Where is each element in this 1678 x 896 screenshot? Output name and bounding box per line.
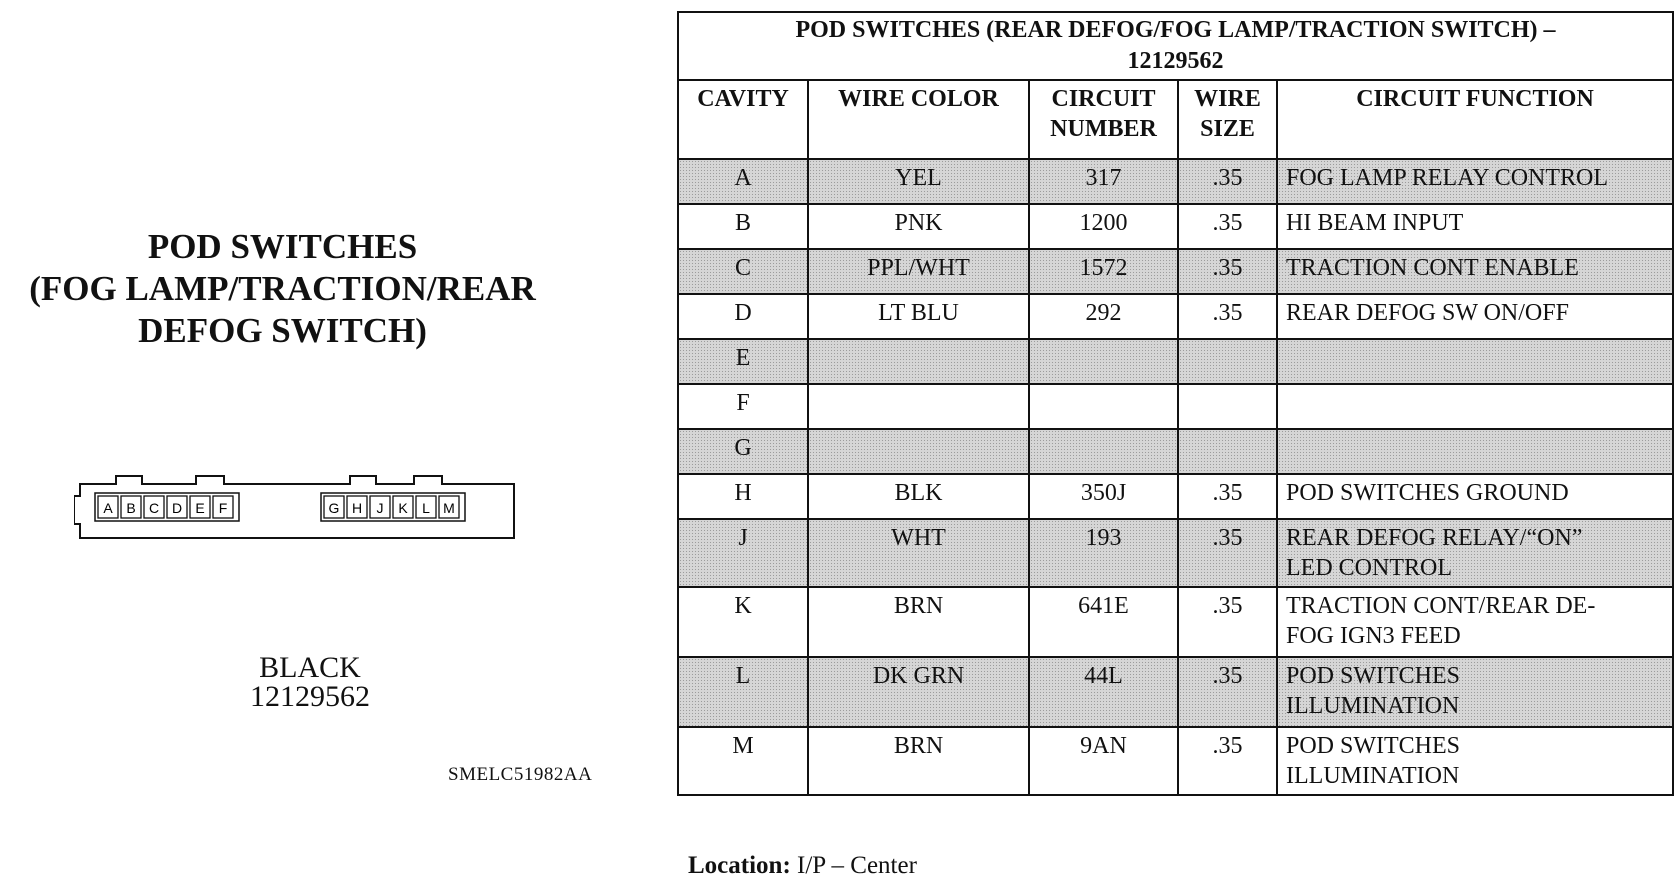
circuit-function-line: TRACTION CONT/REAR DE- (1286, 593, 1596, 619)
connector-title-line: DEFOG SWITCH) (138, 311, 427, 350)
pin-label: K (398, 500, 408, 516)
connector-face-drawing (74, 466, 534, 548)
table-row (678, 384, 1673, 429)
location-label: Location: (688, 852, 791, 879)
cell-wire-color: DK GRN (808, 657, 1029, 727)
header-line: CIRCUIT (1051, 86, 1156, 112)
pin-label: B (126, 500, 136, 516)
cell-cavity: C (678, 249, 808, 294)
cell-wire-size: .35 (1178, 657, 1277, 727)
cell-wire-color: LT BLU (808, 294, 1029, 339)
header-wire-color: WIRE COLOR (808, 80, 1029, 159)
cell-wire-size: .35 (1178, 587, 1277, 657)
circuit-function-line: FOG IGN3 FEED (1286, 623, 1461, 649)
table-row (678, 159, 1673, 204)
cell-cavity: G (678, 429, 808, 474)
connector-color-label (150, 653, 470, 711)
reference-code: SMELC51982AA (448, 764, 593, 785)
cell-wire-size: .35 (1178, 294, 1277, 339)
connector-diagram-panel (0, 0, 640, 896)
connector-title-line: POD SWITCHES (147, 227, 418, 266)
cell-cavity: B (678, 204, 808, 249)
circuit-function-line: FOG LAMP RELAY CONTROL (1286, 165, 1609, 191)
location-value: I/P – Center (797, 852, 917, 879)
cell-cavity: E (678, 339, 808, 384)
pin-label: J (376, 500, 384, 516)
cell-wire-color (808, 384, 1029, 429)
table-row (678, 727, 1673, 795)
connector-title (0, 226, 565, 352)
cell-wire-size (1178, 429, 1277, 474)
cell-circuit-function (1277, 159, 1673, 204)
cell-cavity: F (678, 384, 808, 429)
table-title-line: POD SWITCHES (REAR DEFOG/FOG LAMP/TRACTION SWITCH) – (795, 17, 1556, 43)
cell-circuit-function (1277, 587, 1673, 657)
table-row (678, 587, 1673, 657)
cell-wire-size: .35 (1178, 727, 1277, 795)
cell-wire-color (808, 429, 1029, 474)
table-title-line: 12129562 (1127, 48, 1224, 74)
cell-cavity: D (678, 294, 808, 339)
cell-wire-size (1178, 339, 1277, 384)
table-row (678, 339, 1673, 384)
cell-circuit-function (1277, 294, 1673, 339)
circuit-function-line: POD SWITCHES GROUND (1286, 480, 1569, 506)
cell-cavity: M (678, 727, 808, 795)
cell-wire-color: WHT (808, 519, 1029, 587)
cell-circuit-function (1277, 727, 1673, 795)
header-line: WIRE (1194, 86, 1261, 112)
cell-circuit-number: 1572 (1029, 249, 1178, 294)
cell-circuit-number: 641E (1029, 587, 1178, 657)
circuit-function-line: REAR DEFOG SW ON/OFF (1286, 300, 1569, 326)
header-cavity: CAVITY (678, 80, 808, 159)
circuit-function-line: POD SWITCHES (1286, 733, 1461, 759)
cell-circuit-function (1277, 249, 1673, 294)
cell-wire-color: PNK (808, 204, 1029, 249)
table-row (678, 657, 1673, 727)
header-circuit-number (1029, 80, 1178, 159)
cell-circuit-number: 317 (1029, 159, 1178, 204)
cell-wire-color: BLK (808, 474, 1029, 519)
cell-circuit-number: 350J (1029, 474, 1178, 519)
cell-wire-color: BRN (808, 587, 1029, 657)
cell-circuit-function (1277, 204, 1673, 249)
cell-circuit-function (1277, 474, 1673, 519)
cell-circuit-number: 193 (1029, 519, 1178, 587)
pin-label: L (422, 500, 430, 516)
cell-wire-size (1178, 384, 1277, 429)
cell-circuit-number (1029, 384, 1178, 429)
cell-cavity: A (678, 159, 808, 204)
cell-circuit-number: 44L (1029, 657, 1178, 727)
circuit-function-line: REAR DEFOG RELAY/“ON” (1286, 525, 1583, 551)
pin-label: D (171, 500, 183, 516)
cell-wire-size: .35 (1178, 204, 1277, 249)
cell-circuit-number: 292 (1029, 294, 1178, 339)
pin-label: G (328, 500, 340, 516)
circuit-function-line: ILLUMINATION (1286, 693, 1460, 719)
cell-circuit-number (1029, 339, 1178, 384)
cell-circuit-function (1277, 657, 1673, 727)
circuit-function-line: TRACTION CONT ENABLE (1286, 255, 1579, 281)
cell-circuit-number (1029, 429, 1178, 474)
table-title (678, 12, 1673, 80)
table-row (678, 519, 1673, 587)
cell-circuit-function (1277, 339, 1673, 384)
table-row (678, 204, 1673, 249)
header-wire-size (1178, 80, 1277, 159)
pinout-table-wrapper (677, 11, 1672, 796)
pin-label: H (351, 500, 363, 516)
cell-wire-size: .35 (1178, 159, 1277, 204)
pin-label: F (218, 500, 228, 516)
location-note (688, 852, 917, 880)
connector-color: BLACK (259, 651, 361, 684)
table-row (678, 429, 1673, 474)
cell-cavity: K (678, 587, 808, 657)
cell-cavity: J (678, 519, 808, 587)
cell-wire-size: .35 (1178, 474, 1277, 519)
cell-circuit-number: 1200 (1029, 204, 1178, 249)
table-row (678, 294, 1673, 339)
pin-label: M (443, 500, 455, 516)
cell-wire-size: .35 (1178, 519, 1277, 587)
cell-wire-color: YEL (808, 159, 1029, 204)
header-line: SIZE (1200, 116, 1255, 142)
cell-circuit-function (1277, 519, 1673, 587)
pinout-table (677, 11, 1674, 796)
pin-label: A (103, 500, 113, 516)
circuit-function-line: ILLUMINATION (1286, 763, 1460, 789)
cell-cavity: L (678, 657, 808, 727)
cell-wire-size: .35 (1178, 249, 1277, 294)
cell-wire-color: BRN (808, 727, 1029, 795)
cell-circuit-number: 9AN (1029, 727, 1178, 795)
cell-circuit-function (1277, 384, 1673, 429)
circuit-function-line: LED CONTROL (1286, 555, 1452, 581)
cell-cavity: H (678, 474, 808, 519)
circuit-function-line: POD SWITCHES (1286, 663, 1461, 689)
pin-label: E (195, 500, 205, 516)
circuit-function-line: HI BEAM INPUT (1286, 210, 1464, 236)
connector-title-line: (FOG LAMP/TRACTION/REAR (29, 269, 536, 308)
table-row (678, 474, 1673, 519)
header-line: NUMBER (1050, 116, 1157, 142)
cell-wire-color: PPL/WHT (808, 249, 1029, 294)
header-circuit-function: CIRCUIT FUNCTION (1277, 80, 1673, 159)
table-row (678, 249, 1673, 294)
cell-wire-color (808, 339, 1029, 384)
pin-label: C (148, 500, 160, 516)
connector-part-number: 12129562 (250, 680, 370, 713)
cell-circuit-function (1277, 429, 1673, 474)
